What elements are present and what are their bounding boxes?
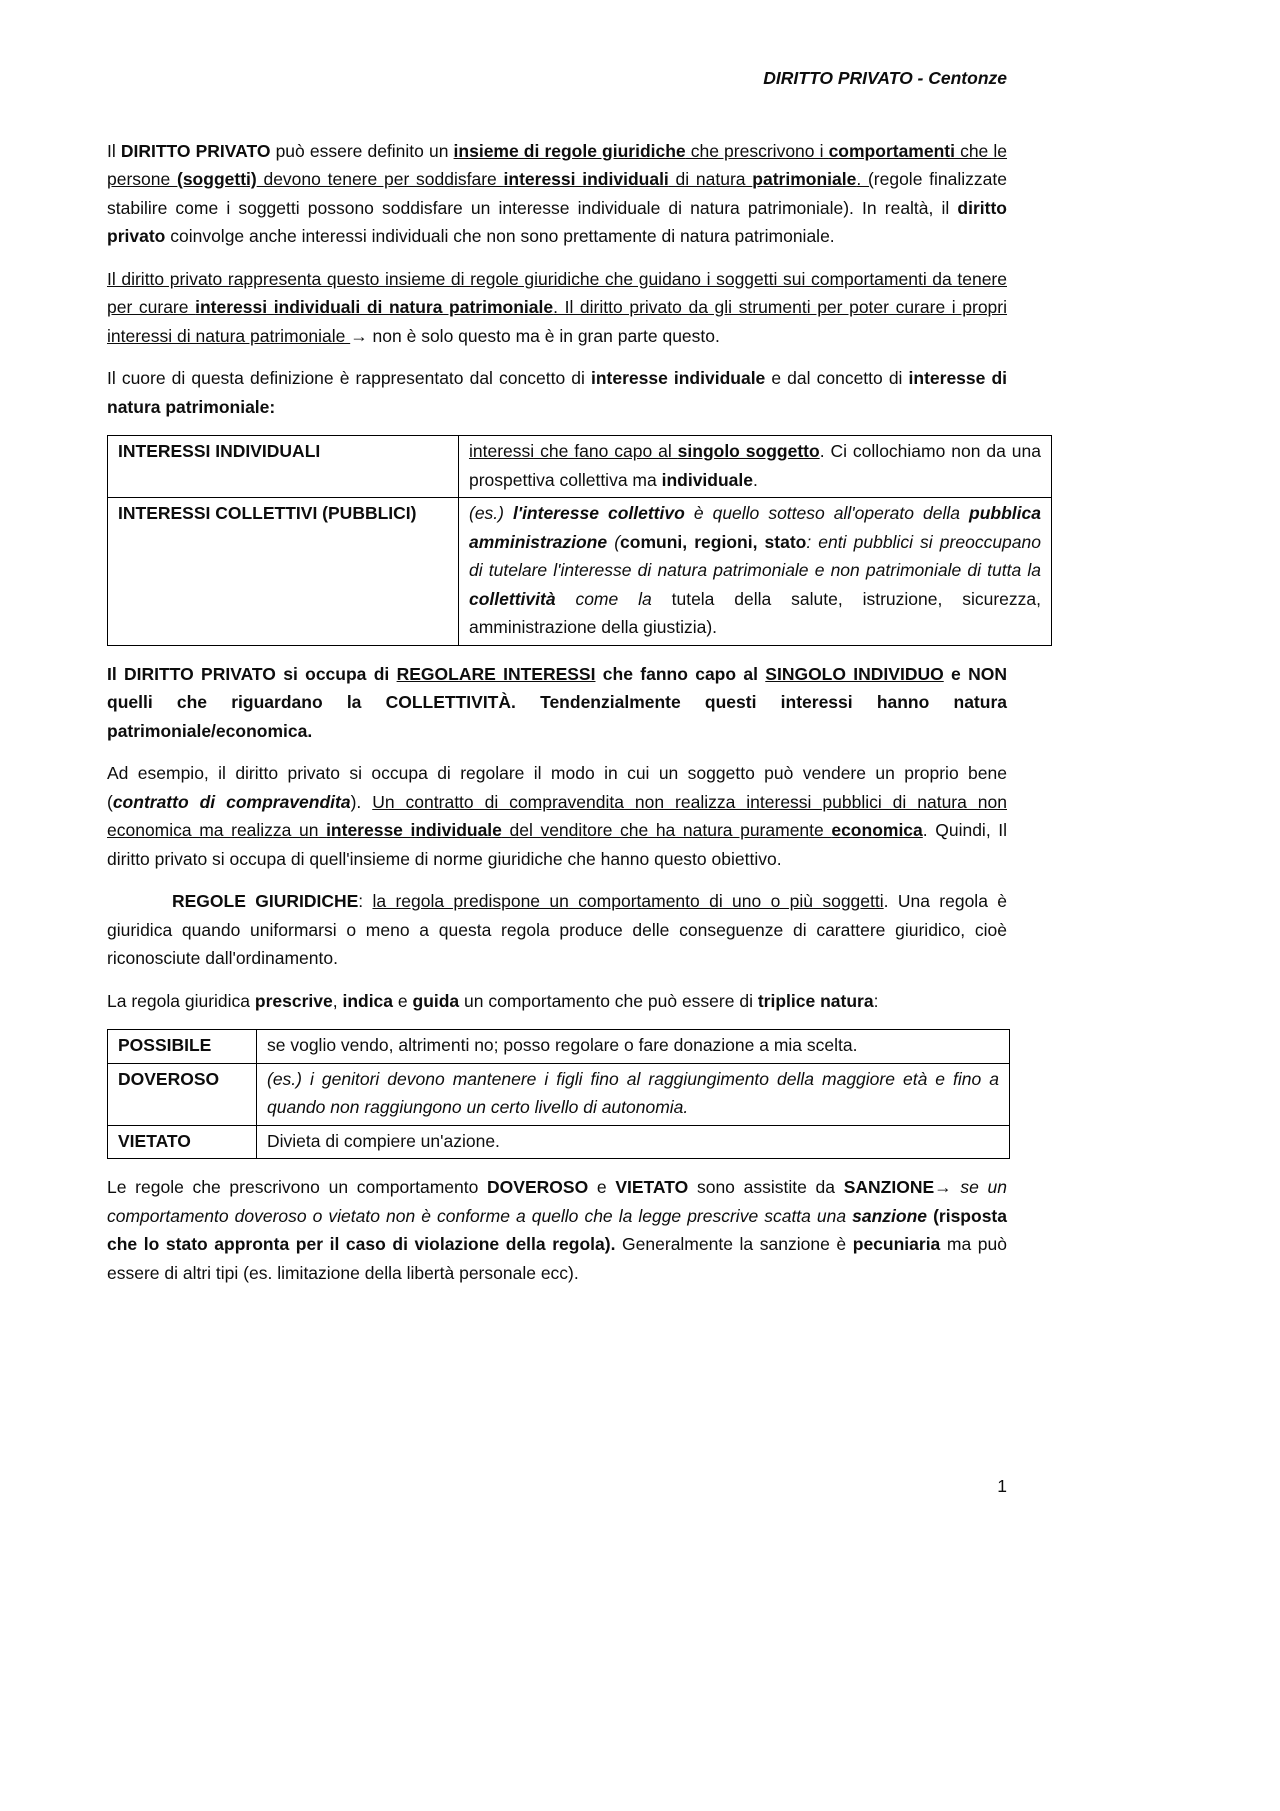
text-run: : (358, 891, 373, 911)
interessi-collettivi-desc (459, 498, 1052, 646)
text-run: VIETATO (118, 1130, 191, 1151)
text-run: tutela della salute, istruzione, sicurezza, amministrazione della giustizia). (469, 588, 1041, 637)
text-run: . Il diritto privato da gli strumenti per poter curare i propri interessi di natura patrimoniale (107, 297, 1008, 346)
text-run: pecuniaria (852, 1234, 941, 1254)
natura-table (107, 1029, 1010, 1159)
text-run: del venditore che ha natura puramente (501, 820, 832, 840)
text-run: come la (555, 588, 672, 609)
text-run: comuni, regioni, stato (620, 531, 807, 552)
text-run: individuale (661, 469, 753, 490)
text-run: e (588, 1177, 616, 1197)
text-run: non è solo questo ma è in gran parte questo. (367, 325, 720, 346)
text-run: e NON quelli che riguardano la COLLETTIVITÀ. Tendenzialmente questi interessi hanno natura patrimoniale/economica. (107, 663, 1007, 741)
text-run: SANZIONE (843, 1177, 935, 1197)
text-run: pubblica amministrazione (469, 503, 1041, 552)
text-run: se voglio vendo, altrimenti no; posso regolare o fare donazione a mia scelta. (267, 1035, 858, 1055)
text-run: DOVEROSO (118, 1068, 220, 1089)
text-run: prescrive (254, 990, 333, 1011)
possibile-label (108, 1030, 257, 1064)
text-run: , (332, 990, 343, 1011)
text-run: INTERESSI INDIVIDUALI (118, 441, 321, 461)
text-run: Divieta di compiere un'azione. (267, 1130, 500, 1151)
paragraph-regole-giuridiche (107, 887, 1007, 973)
table-row (108, 436, 1052, 498)
paragraph-triplice-natura (107, 987, 1007, 1016)
possibile-desc (257, 1030, 1010, 1064)
text-run: interessi individuali di natura patrimoniale (195, 297, 554, 317)
text-run: è quello sotteso all'operato della (684, 503, 970, 523)
text-run: → (350, 325, 368, 346)
text-run: insieme di regole giuridiche (453, 140, 686, 161)
text-run: contratto di compravendita (112, 791, 351, 812)
text-run: Il cuore di questa definizione è rappresentato dal concetto di (107, 368, 591, 388)
text-run: ). (350, 791, 373, 812)
table-row (108, 1125, 1010, 1159)
text-run: di natura (668, 169, 753, 189)
text-run: (risposta che lo stato appronta per il caso di violazione della regola). (107, 1205, 1007, 1254)
doveroso-desc (257, 1063, 1010, 1125)
paragraph-rappresenta (107, 265, 1007, 351)
table-row (108, 498, 1052, 646)
text-run: . Ci collochiamo non da una prospettiva collettiva ma (469, 441, 1041, 490)
text-run: Il diritto privato rappresenta questo insieme di regole giuridiche che guidano i soggetti sui comportamenti da tenere per curare (107, 268, 1007, 317)
text-run: devono tenere per soddisfare (256, 169, 504, 189)
text-run: un comportamento che può essere di (459, 990, 758, 1011)
text-run: : (873, 990, 879, 1011)
text-run: interesse di natura patrimoniale: (107, 368, 1008, 417)
text-run: coinvolge anche interessi individuali che non sono prettamente di natura patrimoniale. (165, 226, 835, 246)
interessi-table (107, 435, 1052, 646)
text-run: REGOLE GIURIDICHE (172, 891, 359, 911)
text-run: interessi che fano capo al (469, 441, 678, 461)
text-run: . (753, 469, 758, 490)
text-run: Il (107, 140, 121, 161)
text-run: comportamenti (828, 140, 955, 161)
paragraph-bold-claim (107, 660, 1007, 746)
text-run: regole finalizzate stabilire come i soggetti possono soddisfare un interesse individuale di natura patrimoniale). In realtà, il (107, 169, 1007, 218)
interessi-individuali-desc (459, 436, 1052, 498)
text-run: SINGOLO INDIVIDUO (765, 663, 944, 684)
text-run: diritto privato (107, 197, 1007, 246)
text-run: (soggetti) (177, 169, 257, 189)
text-run: interessi individuali (503, 169, 669, 189)
text-run: POSSIBILE (118, 1035, 212, 1055)
text-run: triplice natura (757, 990, 874, 1011)
text-run: VIETATO (615, 1177, 689, 1197)
text-run: e dal concetto di (765, 368, 909, 388)
paragraph-cuore-definizione (107, 364, 1007, 421)
text-run: collettività (469, 588, 556, 609)
paragraph-esempio-compravendita (107, 759, 1007, 873)
text-run: sono assistite da (688, 1177, 844, 1197)
interessi-collettivi-label (108, 498, 459, 646)
text-run: l'interesse collettivo (513, 503, 685, 523)
text-run: interesse individuale (590, 368, 766, 388)
paragraph-definition (107, 137, 1007, 251)
text-run: ma può essere di altri tipi (es. limitazione della libertà personale ecc). (107, 1234, 1007, 1283)
text-run: (es.) (469, 503, 514, 523)
text-run: la regola predispone un comportamento di uno o più soggetti (372, 891, 884, 911)
document-content (107, 64, 1041, 1287)
text-run: ( (607, 531, 621, 552)
text-run: La regola giuridica (107, 990, 255, 1011)
text-run: → (934, 1177, 961, 1197)
text-run: sanzione (852, 1205, 928, 1226)
interessi-individuali-label (108, 436, 459, 498)
vietato-desc (257, 1125, 1010, 1159)
text-run: . Quindi, Il diritto privato si occupa di quell'insieme di norme giuridiche che hanno questo obiettivo. (107, 820, 1008, 869)
text-run: . ( (856, 169, 874, 189)
text-run: guida (412, 990, 460, 1011)
text-run: DOVEROSO (487, 1177, 589, 1197)
page-number: 1 (997, 1476, 1007, 1496)
text-run: (es.) i genitori devono mantenere i figli fino al raggiungimento della maggiore età e fino a quando non raggiungono un certo livello di autonomia. (267, 1068, 999, 1117)
text-run: se un comportamento doveroso o vietato non è conforme a quello che la legge prescrive scatta una (107, 1177, 1007, 1226)
text-run: può essere definito un (270, 140, 454, 161)
vietato-label (108, 1125, 257, 1159)
text-run: Un contratto di compravendita non realizza interessi pubblici di natura non economica ma realizza un (107, 791, 1008, 840)
text-run: Generalmente la sanzione è (615, 1234, 853, 1254)
text-run: che le persone (107, 140, 1007, 189)
text-run: che prescrivono i (685, 140, 829, 161)
text-run: interesse individuale (326, 820, 502, 840)
text-run: Le regole che prescrivono un comportamento (107, 1177, 488, 1197)
text-run: Il DIRITTO PRIVATO si occupa di (107, 663, 397, 684)
text-run: indica (342, 990, 394, 1011)
text-run: . Una regola è giuridica quando uniformarsi o meno a questa regola produce delle conseguenze di carattere giuridico, cioè riconosciute dall'ordinamento. (107, 891, 1007, 968)
table-row (108, 1030, 1010, 1064)
text-run: Ad esempio, il diritto privato si occupa di regolare il modo in cui un soggetto può vendere un proprio bene ( (107, 763, 1007, 812)
paragraph-sanzione (107, 1173, 1007, 1287)
text-run: patrimoniale (752, 169, 857, 189)
text-run: INTERESSI COLLETTIVI (PUBBLICI) (118, 503, 417, 523)
text-run: : enti pubblici si preoccupano di tutelare l'interesse di natura patrimoniale e non patrimoniale di tutta la (469, 531, 1041, 580)
table-row (108, 1063, 1010, 1125)
doveroso-label (108, 1063, 257, 1125)
text-run: economica (831, 820, 923, 840)
text-run: DIRITTO PRIVATO (120, 140, 271, 161)
text-run: e (393, 990, 413, 1011)
text-run: singolo soggetto (677, 441, 820, 461)
document-header: DIRITTO PRIVATO - Centonze (763, 68, 1007, 88)
text-run: REGOLARE INTERESSI (396, 663, 596, 684)
text-run: che fanno capo al (595, 663, 766, 684)
